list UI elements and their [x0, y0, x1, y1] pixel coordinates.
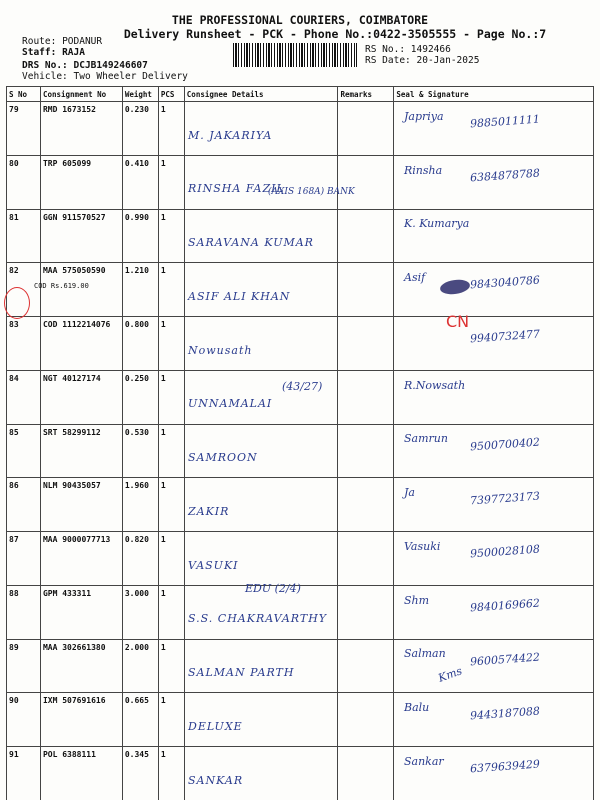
- table-row: [7, 317, 594, 371]
- signature: K. Kumarya: [404, 217, 470, 231]
- sno-cell: 88: [7, 585, 41, 639]
- signature: Samrun: [404, 432, 448, 446]
- weight-cell: 0.230: [122, 102, 158, 156]
- consignee-name: SALMAN PARTH: [188, 666, 295, 680]
- phone-number: 9843040786: [469, 274, 541, 292]
- col-consignment: Consignment No: [40, 87, 122, 102]
- pcs-cell: 1: [158, 370, 184, 424]
- pcs-cell: 1: [158, 263, 184, 317]
- table-row: [7, 370, 594, 424]
- consignment-cell: TRP 605099: [40, 155, 122, 209]
- sno-cell: 89: [7, 639, 41, 693]
- consignee-name: Nowusath: [188, 343, 253, 357]
- consignee-name: SAMROON: [188, 451, 258, 465]
- remarks-cell: [338, 317, 394, 371]
- signature: Salman: [404, 647, 446, 661]
- phone-number: 9840169662: [469, 596, 541, 615]
- remarks-cell: [338, 585, 394, 639]
- pcs-cell: 1: [158, 478, 184, 532]
- consignment-cell: SRT 58299112: [40, 424, 122, 478]
- signature: Vasuki: [404, 539, 441, 553]
- consignment-cell: GGN 911570527: [40, 209, 122, 263]
- consignment-cell: GPM 433311: [40, 585, 122, 639]
- remarks-cell: [338, 370, 394, 424]
- weight-cell: 0.345: [122, 747, 158, 800]
- sno-cell: 91: [7, 747, 41, 800]
- pcs-cell: 1: [158, 102, 184, 156]
- consignment-cell: MAA 302661380: [40, 639, 122, 693]
- axis-bank-note: (AXIS 168A) BANK: [268, 187, 355, 197]
- pcs-cell: 1: [158, 639, 184, 693]
- phone-number: 9500700402: [469, 435, 541, 454]
- weight-cell: 1.960: [122, 478, 158, 532]
- consignment-cell: MAA 9000077713: [40, 532, 122, 586]
- consignee-name: SANKAR: [188, 773, 244, 787]
- pcs-cell: 1: [158, 424, 184, 478]
- pcs-cell: 1: [158, 209, 184, 263]
- page-subtitle: Delivery Runsheet - PCK - Phone No.:0422-3505555 - Page No.:7: [123, 27, 547, 41]
- sno-cell: 90: [7, 693, 41, 747]
- consignment-cell: NGT 40127174: [40, 370, 122, 424]
- col-sno: S No: [7, 87, 41, 102]
- col-pcs: PCS: [158, 87, 184, 102]
- signature: Ja: [404, 486, 415, 500]
- phone-number: 9940732477: [469, 327, 541, 346]
- col-consignee: Consignee Details: [184, 87, 338, 102]
- sno-cell: 83: [7, 317, 41, 371]
- sno-cell: 85: [7, 424, 41, 478]
- weight-cell: 0.800: [122, 317, 158, 371]
- cod-note: COD Rs.619.00: [34, 282, 89, 290]
- phone-number: 9443187088: [469, 704, 541, 723]
- weight-cell: 0.665: [122, 693, 158, 747]
- barcode: [233, 43, 357, 67]
- consignee-name: M. JAKARIYA: [188, 128, 273, 142]
- remarks-cell: [338, 639, 394, 693]
- staff-field: Staff: RAJA: [22, 47, 85, 58]
- pcs-cell: 1: [158, 155, 184, 209]
- remarks-cell: [338, 424, 394, 478]
- table-row: [7, 102, 594, 156]
- pcs-cell: 1: [158, 747, 184, 800]
- remarks-cell: [338, 478, 394, 532]
- remarks-cell: [338, 155, 394, 209]
- vehicle-field: Vehicle: Two Wheeler Delivery: [22, 71, 188, 82]
- phone-number: 6379639429: [469, 757, 541, 776]
- phone-number: 6384878788: [469, 166, 541, 185]
- remarks-cell: [338, 532, 394, 586]
- flat-note: (43/27): [282, 380, 323, 393]
- consignee-name: VASUKI: [188, 558, 239, 572]
- weight-cell: 0.990: [122, 209, 158, 263]
- weight-cell: 0.820: [122, 532, 158, 586]
- remarks-cell: [338, 747, 394, 800]
- red-circle-mark: [4, 287, 30, 319]
- table-header: [7, 87, 594, 102]
- consignment-cell: IXM 507691616: [40, 693, 122, 747]
- remarks-cell: [338, 263, 394, 317]
- pcs-cell: 1: [158, 317, 184, 371]
- table-row: [7, 155, 594, 209]
- phone-number: 9500028108: [469, 542, 541, 561]
- weight-cell: 3.000: [122, 585, 158, 639]
- rs-no-field: RS No.: 1492466: [365, 44, 451, 55]
- consignee-name: UNNAMALAI: [188, 397, 273, 411]
- signature: R.Nowsath: [404, 378, 466, 392]
- remarks-cell: [338, 209, 394, 263]
- table-row: [7, 639, 594, 693]
- signature: Shm: [404, 593, 430, 607]
- consignee-name: ASIF ALI KHAN: [188, 289, 291, 303]
- rs-date-field: RS Date: 20-Jan-2025: [365, 55, 480, 66]
- route-field: Route: PODANUR: [22, 36, 103, 47]
- weight-cell: 1.210: [122, 263, 158, 317]
- consignee-name: DELUXE: [188, 720, 243, 734]
- col-weight: Weight: [122, 87, 158, 102]
- remarks-cell: [338, 693, 394, 747]
- col-remarks: Remarks: [338, 87, 394, 102]
- pcs-cell: 1: [158, 585, 184, 639]
- col-signature: Seal & Signature: [394, 87, 594, 102]
- table-row: [7, 532, 594, 586]
- signature: Japriya: [404, 109, 444, 123]
- drs-field: DRS No.: DCJB149246607: [22, 60, 148, 71]
- signature: Sankar: [404, 754, 444, 768]
- footer-signature: Kms: [436, 664, 464, 685]
- consignee-name: S.S. CHAKRAVARTHY: [188, 612, 328, 626]
- sno-cell: 84: [7, 370, 41, 424]
- signature: Rinsha: [404, 163, 443, 177]
- sno-cell: 82: [7, 263, 41, 317]
- table-row: [7, 263, 594, 317]
- sno-cell: 79: [7, 102, 41, 156]
- sno-cell: 81: [7, 209, 41, 263]
- consignment-cell: MAA 575050590: [40, 263, 122, 317]
- sno-cell: 80: [7, 155, 41, 209]
- signature: Asif: [404, 271, 426, 285]
- sno-cell: 86: [7, 478, 41, 532]
- weight-cell: 0.530: [122, 424, 158, 478]
- edu-note: EDU (2/4): [245, 582, 301, 595]
- consignee-name: SARAVANA KUMAR: [188, 236, 314, 250]
- page-title: THE PROFESSIONAL COURIERS, COIMBATORE: [171, 13, 429, 27]
- consignment-cell: NLM 90435057: [40, 478, 122, 532]
- remarks-cell: [338, 102, 394, 156]
- consignee-name: RINSHA FAZIL: [188, 182, 285, 196]
- phone-number: 7397723173: [469, 489, 541, 507]
- consignment-cell: POL 6388111: [40, 747, 122, 800]
- weight-cell: 2.000: [122, 639, 158, 693]
- consignment-cell: COD 1112214076: [40, 317, 122, 371]
- sno-cell: 87: [7, 532, 41, 586]
- phone-number: 9885011111: [469, 112, 541, 131]
- table-row: [7, 747, 594, 800]
- consignment-cell: RMD 1673152: [40, 102, 122, 156]
- consignee-name: ZAKIR: [188, 504, 230, 518]
- weight-cell: 0.410: [122, 155, 158, 209]
- signature: Balu: [404, 701, 430, 715]
- cn-mark: CN: [446, 312, 470, 331]
- phone-number: 9600574422: [469, 650, 541, 669]
- weight-cell: 0.250: [122, 370, 158, 424]
- pcs-cell: 1: [158, 693, 184, 747]
- pcs-cell: 1: [158, 532, 184, 586]
